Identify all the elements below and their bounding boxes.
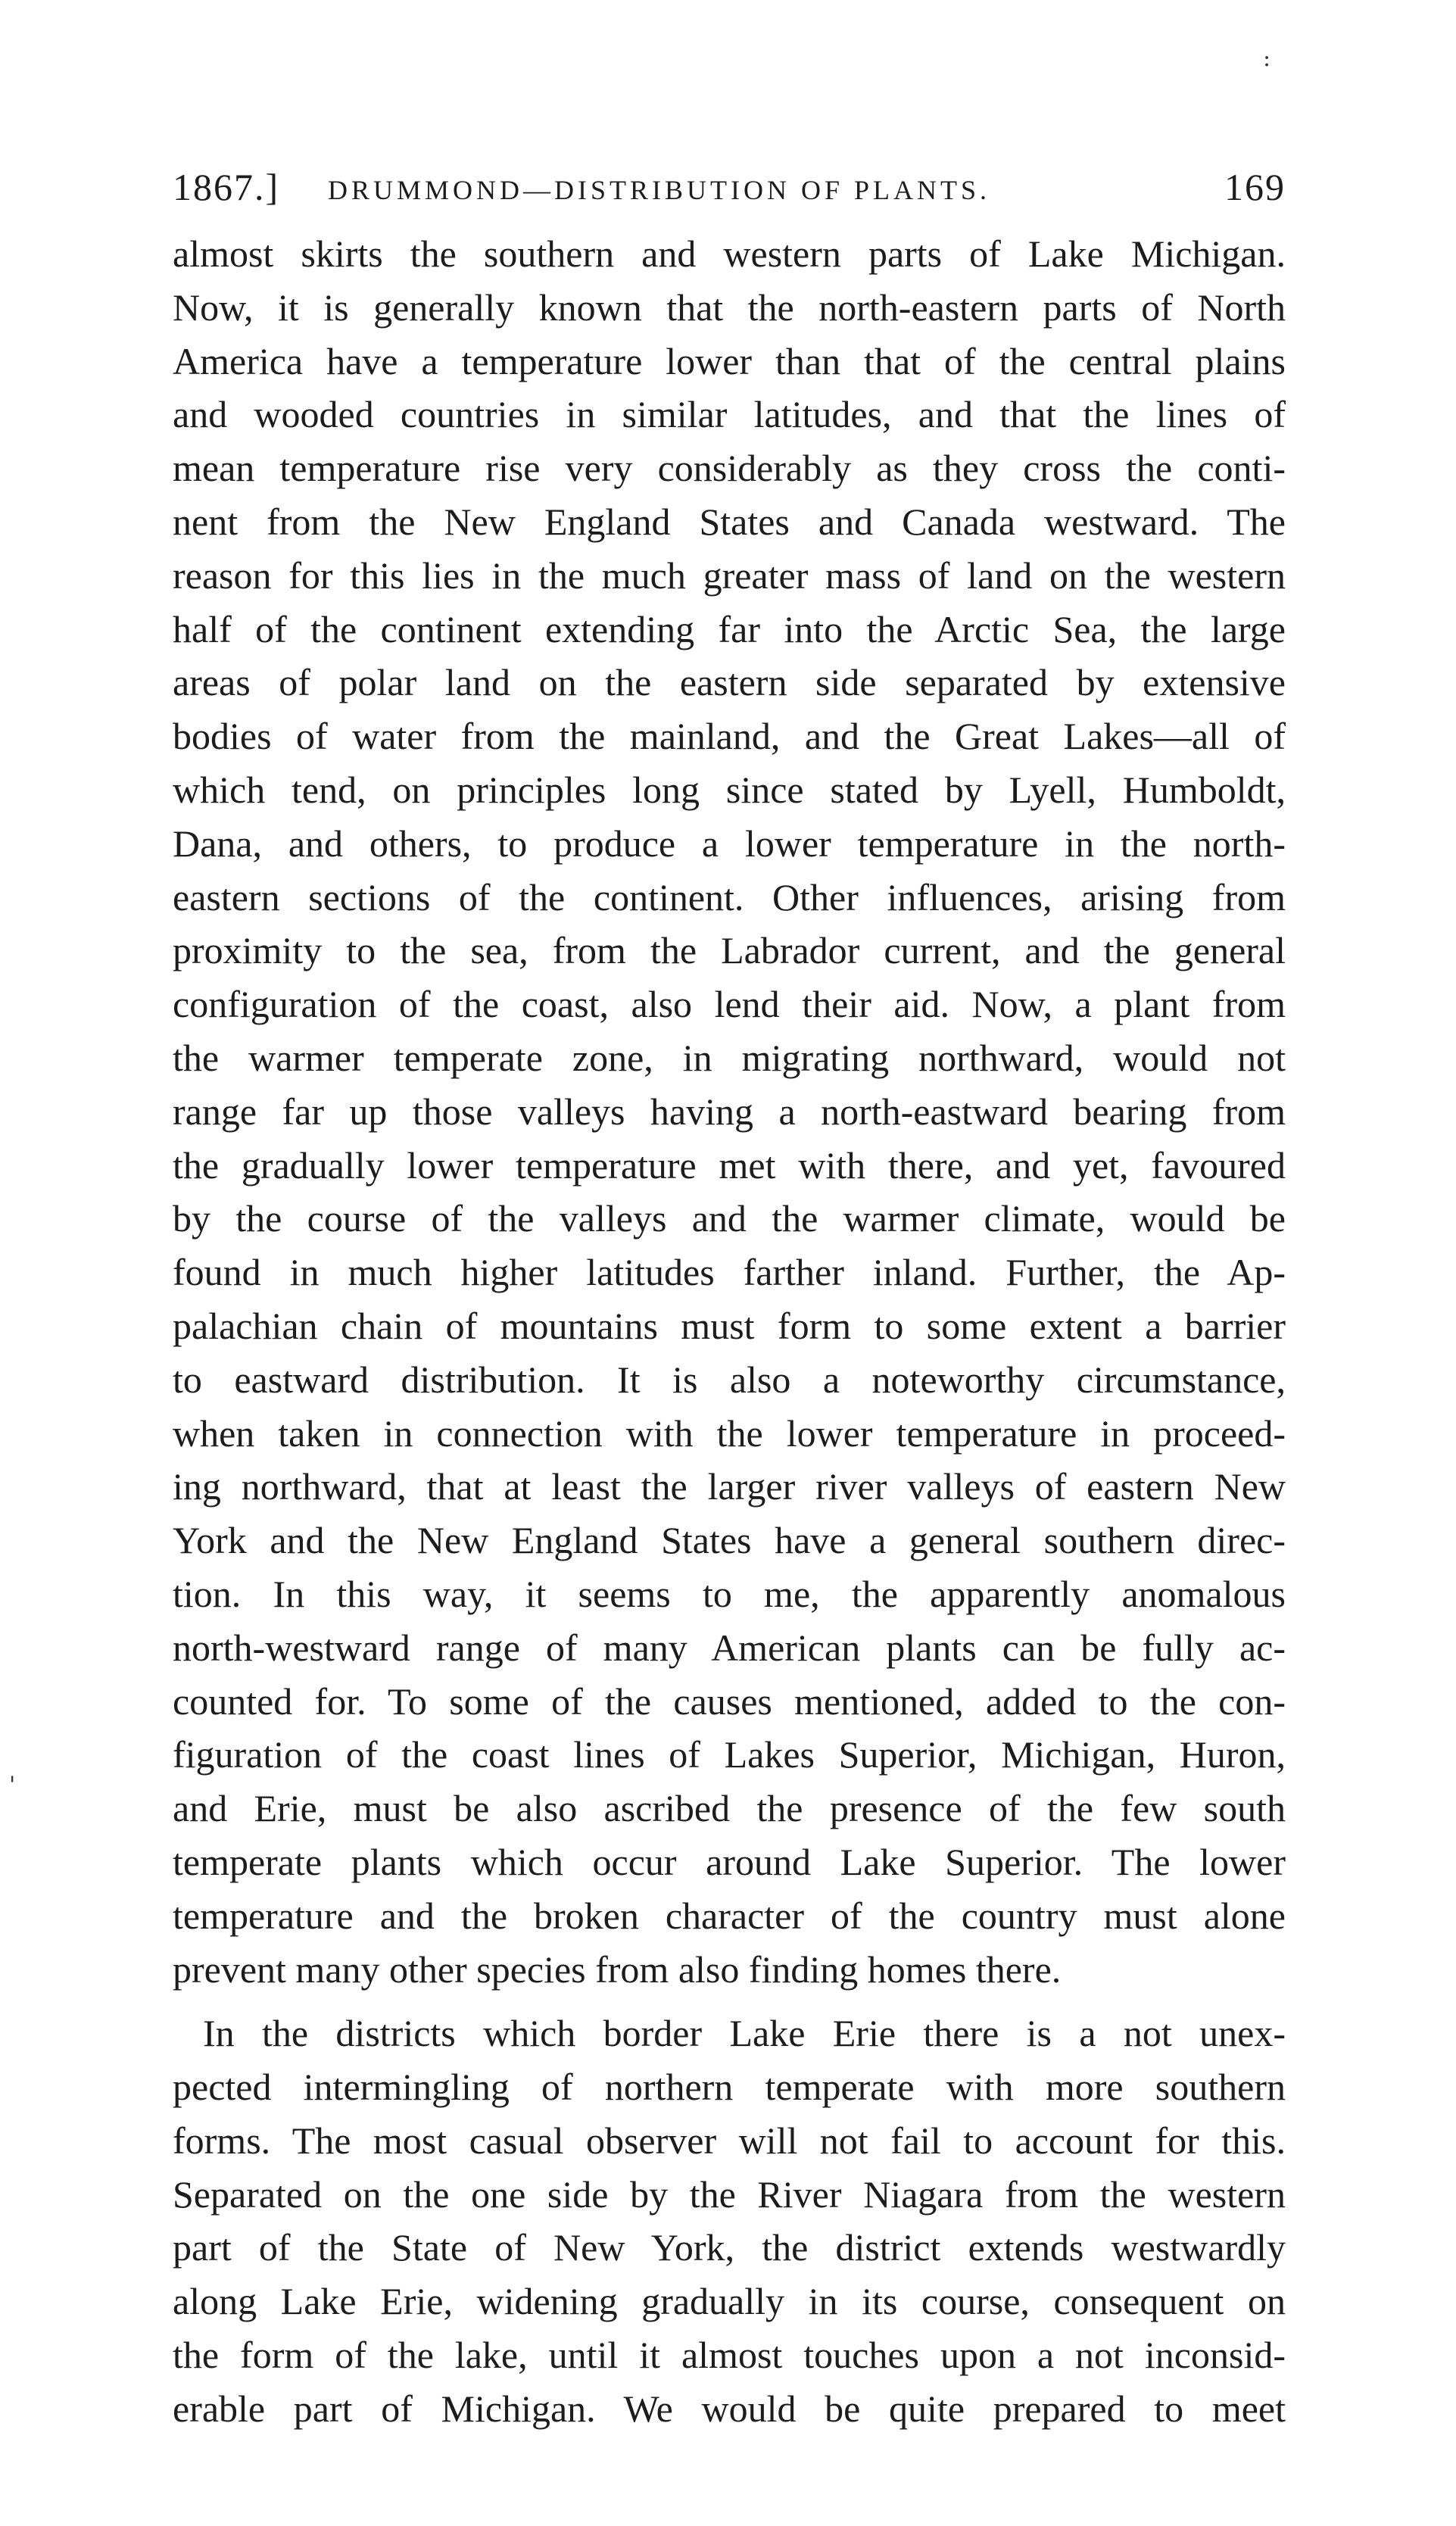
text-line: palachian chain of mountains must form to some extent a barrier bbox=[173, 1304, 1286, 1347]
text-line: Dana, and others, to produce a lower temperature in the north- bbox=[173, 822, 1286, 865]
text-line: temperature and the broken character of the country must alone bbox=[173, 1894, 1286, 1937]
text-line: America have a temperature lower than that of the central plains bbox=[173, 339, 1286, 382]
text-line: counted for. To some of the causes mentioned, added to the con- bbox=[173, 1679, 1286, 1723]
text-line: part of the State of New York, the district extends westwardly bbox=[173, 2226, 1286, 2269]
text-line: half of the continent extending far into the Arctic Sea, the large bbox=[173, 607, 1286, 650]
text-line: York and the New England States have a general southern direc- bbox=[173, 1519, 1286, 1562]
text-line: erable part of Michigan. We would be quite prepared to meet bbox=[173, 2387, 1286, 2430]
text-line: Now, it is generally known that the north-eastern parts of North bbox=[173, 285, 1286, 329]
text-line: mean temperature rise very considerably as they cross the conti- bbox=[173, 447, 1286, 490]
text-line: found in much higher latitudes farther inland. Further, the Ap- bbox=[173, 1251, 1286, 1294]
margin-mark-top: : bbox=[1263, 45, 1271, 72]
text-line: to eastward distribution. It is also a noteworthy circumstance, bbox=[173, 1358, 1286, 1401]
text-line: range far up those valleys having a north-eastward bearing from bbox=[173, 1090, 1286, 1133]
text-line: and Erie, must be also ascribed the presence of the few south bbox=[173, 1787, 1286, 1830]
text-line: eastern sections of the continent. Other influences, arising from bbox=[173, 875, 1286, 918]
text-line: tion. In this way, it seems to me, the apparently anomalous bbox=[173, 1572, 1286, 1615]
running-head-title: DRUMMOND—DISTRIBUTION OF PLANTS. bbox=[328, 175, 991, 205]
text-line: almost skirts the southern and western parts of Lake Michigan. bbox=[173, 232, 1286, 275]
text-line: the gradually lower temperature met with there, and yet, favoured bbox=[173, 1143, 1286, 1187]
text-line: In the districts which border Lake Erie there is a not unex- bbox=[203, 2012, 1286, 2055]
text-line: the form of the lake, until it almost touches upon a not inconsid- bbox=[173, 2334, 1286, 2377]
text-line: proximity to the sea, from the Labrador current, and the general bbox=[173, 929, 1286, 972]
text-line: configuration of the coast, also lend their aid. Now, a plant from bbox=[173, 983, 1286, 1026]
text-line: forms. The most casual observer will not fail to account for this. bbox=[173, 2119, 1286, 2162]
paragraph-2 bbox=[173, 2007, 1286, 2435]
text-line: when taken in connection with the lower temperature in proceed- bbox=[173, 1411, 1286, 1455]
text-line: nent from the New England States and Canada westward. The bbox=[173, 500, 1286, 543]
text-line: which tend, on principles long since stated by Lyell, Humboldt, bbox=[173, 768, 1286, 811]
text-line: areas of polar land on the eastern side separated by extensive bbox=[173, 661, 1286, 704]
text-line: ing northward, that at least the larger river valleys of eastern New bbox=[173, 1465, 1286, 1508]
body-text bbox=[173, 227, 1286, 2436]
running-head-year: 1867.] bbox=[173, 166, 280, 208]
paragraph-1 bbox=[173, 227, 1286, 1996]
margin-mark-left: ' bbox=[9, 1772, 16, 1798]
text-line: temperate plants which occur around Lake Superior. The lower bbox=[173, 1840, 1286, 1883]
text-line: prevent many other species from also finding homes there. bbox=[173, 1948, 1062, 1991]
running-head bbox=[173, 165, 1286, 218]
text-line: pected intermingling of northern temperate with more southern bbox=[173, 2066, 1286, 2109]
page-number: 169 bbox=[1224, 166, 1286, 208]
text-line: and wooded countries in similar latitudes, and that the lines of bbox=[173, 393, 1286, 436]
text-line: Separated on the one side by the River Niagara from the western bbox=[173, 2172, 1286, 2216]
text-line: reason for this lies in the much greater mass of land on the western bbox=[173, 554, 1286, 597]
text-line: the warmer temperate zone, in migrating northward, would not bbox=[173, 1036, 1286, 1079]
text-line: bodies of water from the mainland, and the Great Lakes—all of bbox=[173, 715, 1286, 758]
text-line: north-westward range of many American plants can be fully ac- bbox=[173, 1626, 1286, 1669]
text-line: along Lake Erie, widening gradually in its course, consequent on bbox=[173, 2280, 1286, 2323]
text-line: by the course of the valleys and the warmer climate, would be bbox=[173, 1197, 1286, 1240]
text-line: figuration of the coast lines of Lakes Superior, Michigan, Huron, bbox=[173, 1733, 1286, 1776]
